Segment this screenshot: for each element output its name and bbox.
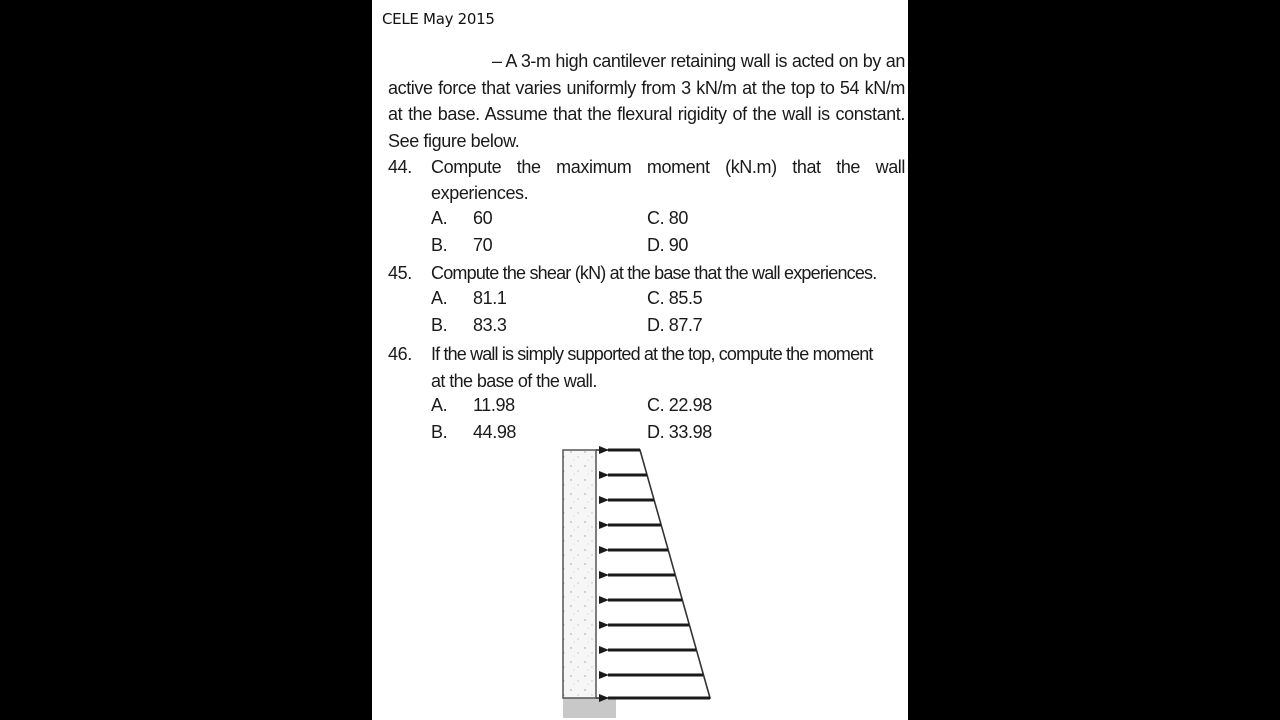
option-letter: B. (431, 422, 448, 442)
intro-text: – A 3-m high cantilever retaining wall is acted on by an active force that varies uniformly from 3 kN/m at the top to 54 kN/m at the base. Assume that the flexural rigidity of the wall is constant. See figure below. (388, 51, 905, 151)
option-value: 70 (473, 235, 493, 255)
option-44-c: C. 80 (647, 208, 689, 228)
option-letter: B. (431, 315, 448, 335)
option-value: 60 (473, 208, 493, 228)
load-arrows (608, 450, 710, 698)
option-44-a (431, 208, 492, 229)
question-stem-line1: If the wall is simply supported at the top, compute the moment (431, 344, 873, 364)
option-value: 81.1 (473, 288, 507, 308)
option-45-c: C. 85.5 (647, 288, 703, 308)
option-44-d: D. 90 (647, 235, 689, 255)
question-stem-line2: experiences. (431, 183, 529, 203)
question-stem-line1: Compute the shear (kN) at the base that the wall experiences. (431, 263, 877, 283)
problem-intro (388, 48, 905, 154)
wall-footing (563, 698, 616, 718)
option-value: 44.98 (473, 422, 517, 442)
document-page (372, 0, 908, 720)
option-46-d: D. 33.98 (647, 422, 712, 442)
option-46-a (431, 395, 515, 416)
option-letter: A. (431, 208, 448, 228)
option-letter: B. (431, 235, 448, 255)
option-letter: A. (431, 395, 448, 415)
option-46-b (431, 422, 516, 443)
option-44-b (431, 235, 492, 256)
question-stem-line1: Compute the maximum moment (kN.m) that the wall (431, 157, 905, 177)
option-45-a (431, 288, 506, 309)
question-number: 46. (388, 344, 412, 364)
load-diagram-outline (596, 450, 710, 698)
option-letter: A. (431, 288, 448, 308)
option-45-d: D. 87.7 (647, 315, 703, 335)
option-value: 83.3 (473, 315, 507, 335)
question-number: 44. (388, 157, 412, 177)
question-stem-line2: at the base of the wall. (431, 371, 597, 391)
wall-stem (563, 450, 596, 698)
option-45-b (431, 315, 506, 336)
document-header: CELE May 2015 (382, 10, 495, 28)
option-46-c: C. 22.98 (647, 395, 712, 415)
option-value: 11.98 (473, 395, 515, 415)
question-number: 45. (388, 263, 412, 283)
